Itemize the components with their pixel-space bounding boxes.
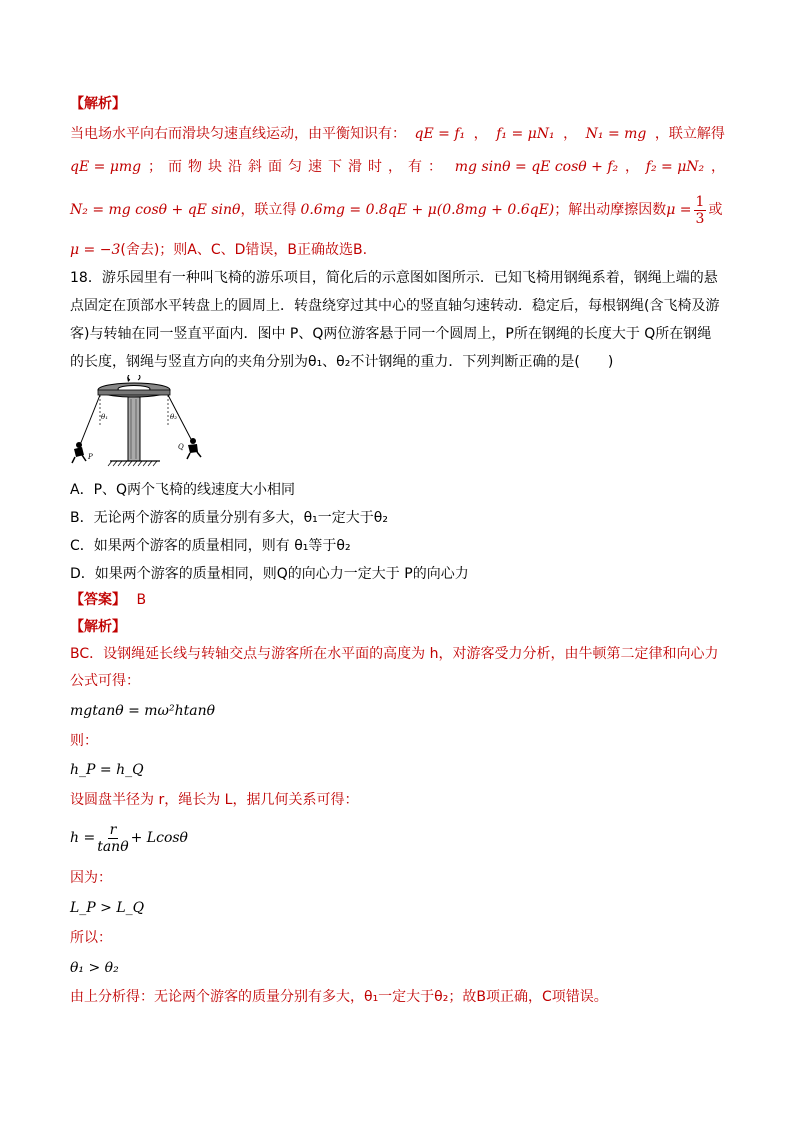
- rotation-arrow-icon: [128, 375, 140, 380]
- analysis2-line2: 公式可得：: [70, 673, 140, 689]
- analysis-tag-2: 【解析】: [70, 619, 126, 635]
- analysis1-l3-mu: μ =: [666, 202, 692, 218]
- question-line2: 点固定在顶部水平转盘上的圆周上．转盘绕穿过其中心的竖直轴匀速转动．稳定后，每根钢绳(含飞椅及游: [70, 298, 720, 314]
- label-p: P: [88, 453, 93, 461]
- analysis2-conclusion: 由上分析得：无论两个游客的质量分别有多大，θ₁一定大于θ₂；故B项正确，C项错误。: [70, 989, 608, 1005]
- analysis1-l1-comma1: ，: [473, 126, 488, 142]
- analysis1-l3-num: 1: [695, 193, 705, 210]
- analysis1-line1: [70, 124, 725, 144]
- analysis2-eq3-rhs: + Lcosθ: [130, 830, 188, 846]
- central-shaft: [128, 397, 140, 461]
- analysis1-l2-eq2: mg sinθ = qE cosθ + f₂: [454, 159, 619, 175]
- analysis1-l1-eq3: N₁ = mg: [585, 126, 647, 142]
- analysis1-l1-tail: ，联立解得: [654, 126, 725, 142]
- analysis2-eq5: θ₁ > θ₂: [70, 960, 119, 976]
- option-c: C．如果两个游客的质量相同，则有 θ₁等于θ₂: [70, 538, 351, 554]
- analysis1-l2-eq1: qE = μmg: [70, 159, 142, 175]
- analysis1-l1-comma2: ，: [563, 126, 578, 142]
- ground-hatch: [108, 461, 157, 466]
- flying-chair-figure: [70, 375, 220, 475]
- flying-chair-diagram: [70, 375, 220, 475]
- analysis2-eq3-lhs: h =: [70, 830, 96, 846]
- analysis1-line4: [70, 240, 367, 260]
- analysis2-line1: BC．设钢绳延长线与转轴交点与游客所在水平面的高度为 h，对游客受力分析，由牛顿第二定律和向心力: [70, 646, 719, 662]
- analysis1-l2-comma: ，: [624, 159, 639, 175]
- analysis2-line3: 设圆盘半径为 r，绳长为 L，据几何关系可得：: [70, 792, 359, 808]
- analysis1-l3-text1: ，联立得: [240, 202, 297, 218]
- analysis1-l3-eq1: N₂ = mg cosθ + qE sinθ: [70, 202, 241, 218]
- rider-p-icon: [72, 442, 86, 463]
- analysis1-line3: [70, 190, 725, 230]
- label-q: Q: [178, 443, 184, 451]
- analysis2-then: 则：: [70, 733, 98, 749]
- analysis1-line2: [70, 157, 725, 177]
- analysis2-eq3-frac: [97, 822, 128, 855]
- theta1-label: θ₁: [101, 413, 109, 421]
- theta2-label: θ₂: [170, 413, 178, 421]
- analysis1-l3-frac: [694, 194, 707, 227]
- option-a: A．P、Q两个飞椅的线速度大小相同: [70, 482, 296, 498]
- option-b: B．无论两个游客的质量分别有多大，θ₁一定大于θ₂: [70, 510, 388, 526]
- analysis1-l4-eq: μ = −3: [70, 242, 121, 258]
- analysis1-l1-text: 当电场水平向右而滑块匀速直线运动，由平衡知识有：: [70, 126, 406, 142]
- analysis2-eq3-den: tanθ: [97, 838, 129, 855]
- answer-tag: 【答案】: [70, 592, 126, 608]
- analysis1-l1-eq2: f₁ = μN₁: [496, 126, 555, 142]
- analysis1-l3-or: 或: [708, 202, 723, 218]
- option-d: D．如果两个游客的质量相同，则Q的向心力一定大于 P的向心力: [70, 566, 469, 582]
- analysis2-eq4: L_P > L_Q: [70, 900, 145, 916]
- analysis1-l2-comma2: ，: [710, 159, 725, 175]
- analysis2-so: 所以：: [70, 930, 112, 946]
- analysis2-eq3: [70, 818, 188, 858]
- analysis1-l3-eq2: 0.6mg = 0.8qE + μ(0.8mg + 0.6qE): [300, 202, 555, 218]
- answer-line: [70, 590, 146, 610]
- answer-value: B: [136, 592, 147, 608]
- analysis2-eq3-num: r: [109, 821, 117, 838]
- question-line3: 客)与转轴在同一竖直平面内．图中 P、Q两位游客悬于同一个圆周上，P所在钢绳的长度大于 Q所在钢绳: [70, 326, 712, 342]
- analysis2-eq1: mgtanθ = mω²htanθ: [70, 703, 216, 719]
- analysis1-l3-den: 3: [695, 210, 705, 227]
- analysis2-because: 因为：: [70, 870, 112, 886]
- analysis2-eq2: h_P = h_Q: [70, 762, 144, 778]
- analysis1-l4-text: (舍去)；则A、C、D错误，B正确故选B.: [120, 242, 368, 258]
- rope-p: [80, 395, 100, 445]
- question-line1: 18．游乐园里有一种叫飞椅的游乐项目，简化后的示意图如图所示．已知飞椅用钢绳系着，钢绳上端的悬: [70, 270, 718, 286]
- question-line4: 的长度，钢绳与竖直方向的夹角分别为θ₁、θ₂不计钢绳的重力．下列判断正确的是( ): [70, 354, 614, 370]
- analysis1-l2-text: ；而物块沿斜面匀速下滑时，有：: [147, 159, 448, 175]
- analysis1-l2-eq3: f₂ = μN₂: [645, 159, 705, 175]
- analysis1-l3-text2: ；解出动摩擦因数: [554, 202, 667, 218]
- analysis-tag-1: 【解析】: [70, 96, 126, 112]
- analysis1-l1-eq1: qE = f₁: [414, 126, 466, 142]
- rider-q-icon: [187, 438, 201, 459]
- turntable-rim: [98, 390, 170, 395]
